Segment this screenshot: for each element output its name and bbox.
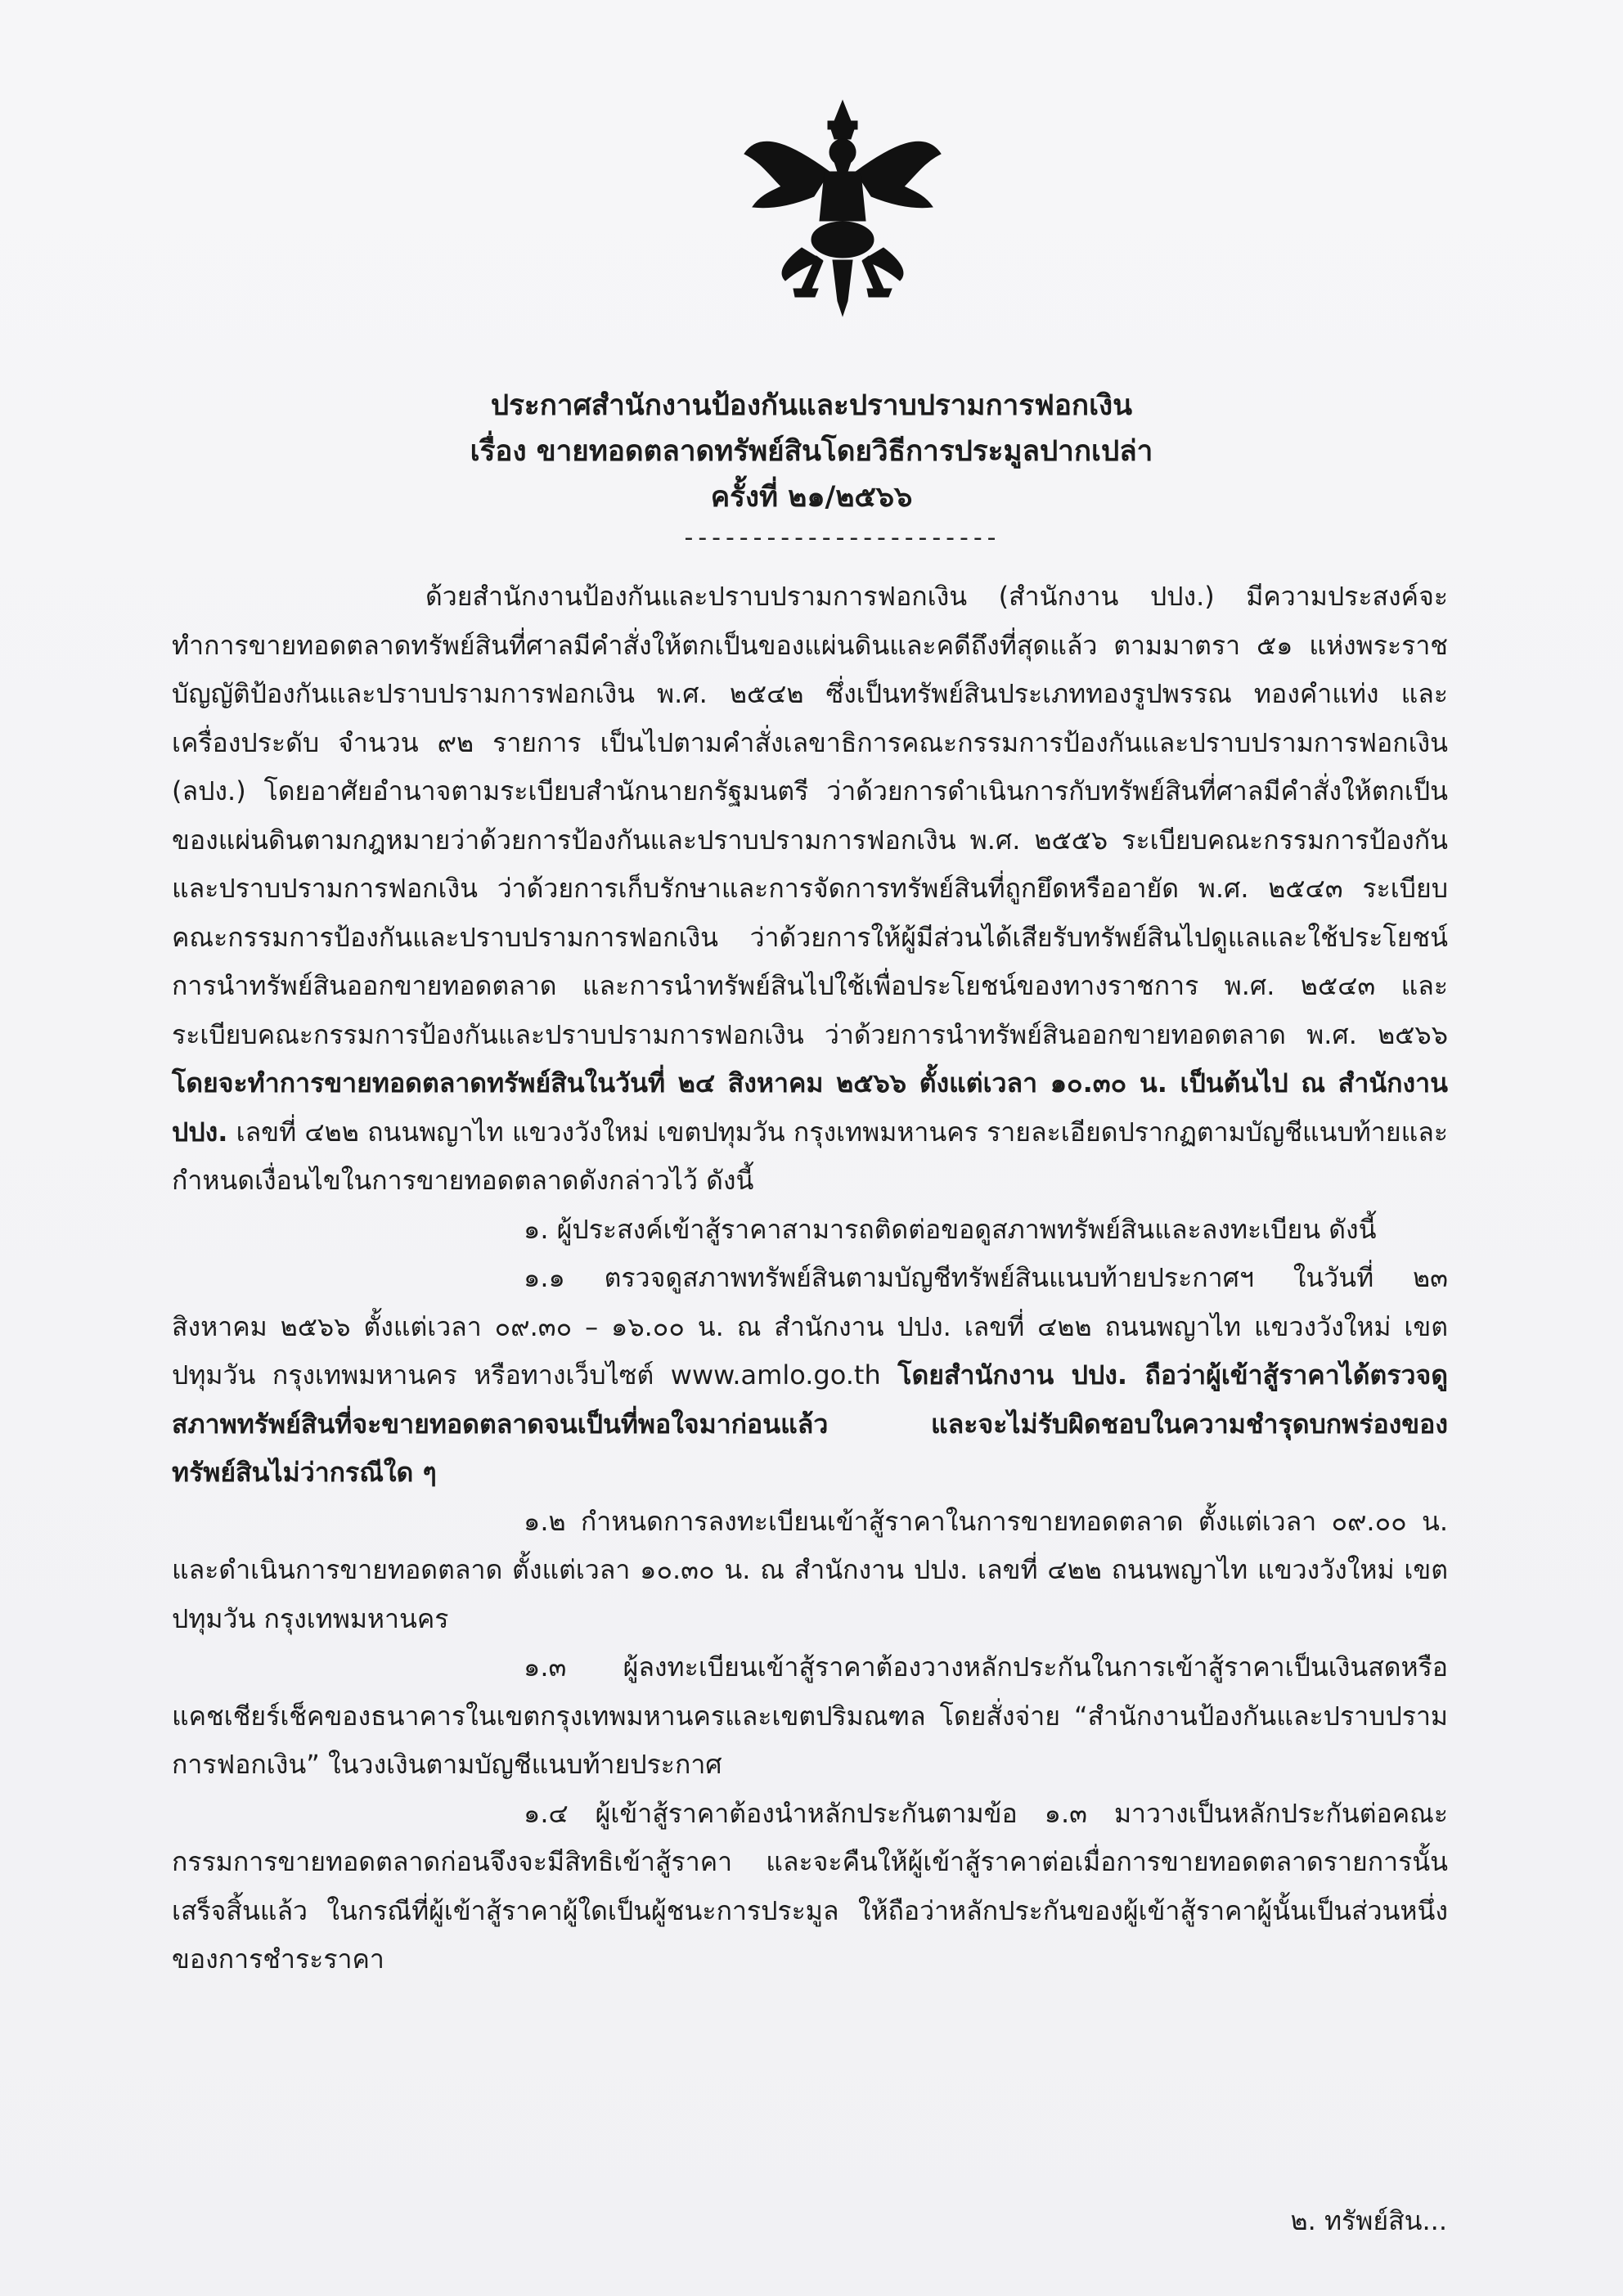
intro-text: ด้วยสำนักงานป้องกันและปราบปรามการฟอกเงิน (สำนักงาน ปปง.) มีความประสงค์จะทำการขายทอดตลาดทรัพย์สินที่ศาลมีคำสั่งให้ตกเป็นของแผ่นดินและคดีถึงที่สุดแล้ว ตามมาตรา ๕๑ แห่งพระราชบัญญัติป้องกันและปราบปรามการฟอกเงิน พ.ศ. ๒๕๔๒ ซึ่งเป็นทรัพย์สินประเภททองรูปพรรณ ทองคำแท่ง และเครื่องประดับ จำนวน ๙๒ รายการ เป็นไปตามคำสั่งเลขาธิการคณะกรรมการป้องกันและปราบปรามการฟอกเงิน (ลปง.) โดยอาศัยอำนาจตามระเบียบสำนักนายกรัฐมนตรี ว่าด้วยการดำเนินการกับทรัพย์สินที่ศาลมีคำสั่งให้ตกเป็นของแผ่นดินตามกฎหมายว่าด้วยการป้องกันและปราบปรามการฟอกเงิน พ.ศ. ๒๕๕๖ ระเบียบคณะกรรมการป้องกันและปราบปรามการฟอกเงิน ว่าด้วยการเก็บรักษาและการจัดการทรัพย์สินที่ถูกยึดหรืออายัด พ.ศ. ๒๕๔๓ ระเบียบคณะกรรมการป้องกันและปราบปรามการฟอกเงิน ว่าด้วยการให้ผู้มีส่วนได้เสียรับทรัพย์สินไปดูแลและใช้ประโยชน์ การนำทรัพย์สินออกขายทอดตลาด และการนำทรัพย์สินไปใช้เพื่อประโยชน์ของทางราชการ พ.ศ. ๒๕๔๓ และระเบียบคณะกรรมการป้องกันและปราบปรามการฟอกเงิน ว่าด้วยการนำทรัพย์สินออกขายทอดตลาด พ.ศ. ๒๕๖๖ [172, 581, 1449, 1050]
intro-paragraph [172, 573, 1448, 1206]
continuation-marker: ๒. ทรัพย์สิน... [1290, 2205, 1447, 2236]
intro-auction-date: โดยจะทำการขายทอดตลาดทรัพย์สินในวันที่ ๒๔ สิงหาคม ๒๕๖๖ ตั้งแต่เวลา ๑๐.๓๐ น. เป็นต้นไป ณ สำนักงาน ปปง. [172, 1067, 1449, 1148]
section1-heading: ๑. ผู้ประสงค์เข้าสู้ราคาสามารถติดต่อขอดูสภาพทรัพย์สินและลงทะเบียน ดังนี้ [524, 1213, 1377, 1245]
section1-item4: ๑.๔ ผู้เข้าสู้ราคาต้องนำหลักประกันตามข้อ ๑.๓ มาวางเป็นหลักประกันต่อคณะกรรมการขายทอดตลาดก่อนจึงจะมีสิทธิเข้าสู้ราคา และจะคืนให้ผู้เข้าสู้ราคาต่อเมื่อการขายทอดตลาดรายการนั้นเสร็จสิ้นแล้ว ในกรณีที่ผู้เข้าสู้ราคาผู้ใดเป็นผู้ชนะการประมูล ให้ถือว่าหลักประกันของผู้เข้าสู้ราคาผู้นั้นเป็นส่วนหนึ่งของการชำระราคา [172, 1797, 1448, 1975]
announcement-subject: เรื่อง ขายทอดตลาดทรัพย์สินโดยวิธีการประมูลปากเปล่า [470, 435, 1153, 468]
item1-text: ๑.๑ ตรวจดูสภาพทรัพย์สินตามบัญชีทรัพย์สินแนบท้ายประกาศฯ ในวันที่ ๒๓ สิงหาคม ๒๕๖๖ ตั้งแต่เวลา ๐๙.๓๐ – ๑๖.๐๐ น. ณ สำนักงาน ปปง. เลขที่ ๔๒๒ ถนนพญาไท แขวงวังใหม่ เขตปทุมวัน กรุงเทพมหานคร หรือทางเว็บไซต์ www.amlo.go.th [172, 1262, 1448, 1391]
document-body [172, 573, 1448, 1984]
announcement-title: ประกาศสำนักงานป้องกันและปราบปรามการฟอกเงิน [490, 389, 1133, 422]
item1-disclaimer: โดยสำนักงาน ปปง. ถือว่าผู้เข้าสู้ราคาได้ตรวจดูสภาพทรัพย์สินที่จะขายทอดตลาดจนเป็นที่พอใจมาก่อนแล้ว และจะไม่รับผิดชอบในความชำรุดบกพร่องของทรัพย์สินไม่ว่ากรณีใด ๆ [172, 1359, 1449, 1488]
garuda-emblem-icon [736, 97, 949, 317]
header-divider: ----------------------- [684, 523, 1001, 552]
intro-text-continued: เลขที่ ๔๒๒ ถนนพญาไท แขวงวังใหม่ เขตปทุมวัน กรุงเทพมหานคร รายละเอียดปรากฏตามบัญชีแนบท้ายและกำหนดเงื่อนไขในการขายทอดตลาดดังกล่าวไว้ ดังนี้ [172, 1116, 1448, 1196]
section1-item2: ๑.๒ กำหนดการลงทะเบียนเข้าสู้ราคาในการขายทอดตลาด ตั้งแต่เวลา ๐๙.๐๐ น. และดำเนินการขายทอดตลาด ตั้งแต่เวลา ๑๐.๓๐ น. ณ สำนักงาน ปปง. เลขที่ ๔๒๒ ถนนพญาไท แขวงวังใหม่ เขตปทุมวัน กรุงเทพมหานคร [172, 1505, 1449, 1634]
document-header [0, 383, 1623, 520]
section1-item3: ๑.๓ ผู้ลงทะเบียนเข้าสู้ราคาต้องวางหลักประกันในการเข้าสู้ราคาเป็นเงินสดหรือแคชเชียร์เช็คของธนาคารในเขตกรุงเทพมหานครและเขตปริมณฑล โดยสั่งจ่าย “สำนักงานป้องกันและปราบปรามการฟอกเงิน” ในวงเงินตามบัญชีแนบท้ายประกาศ [172, 1651, 1448, 1780]
announcement-number: ครั้งที่ ๒๑/๒๕๖๖ [710, 481, 913, 514]
section1-item1 [172, 1254, 1448, 1498]
